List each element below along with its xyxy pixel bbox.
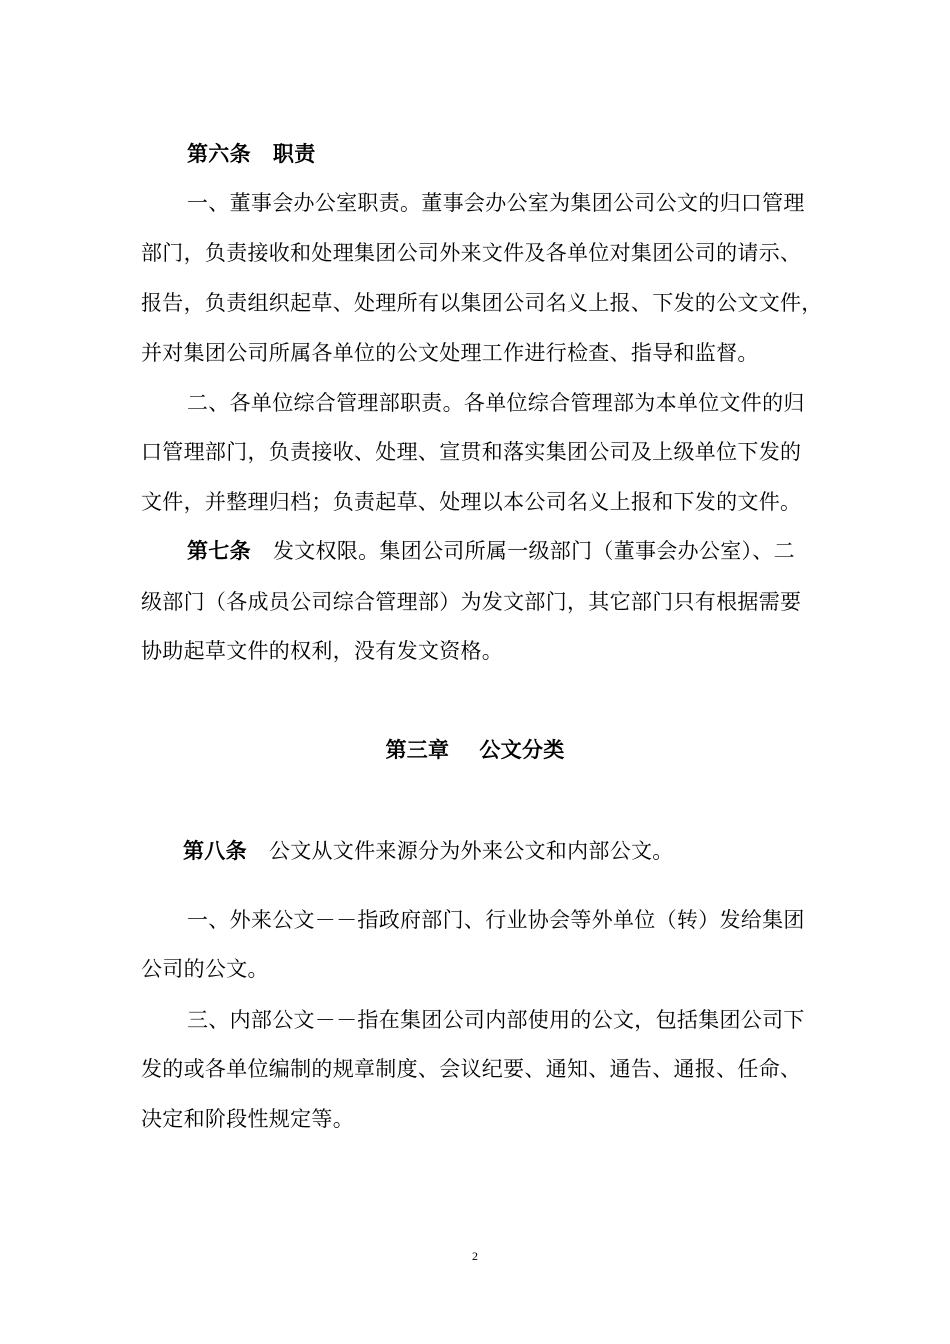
article-8-text: 公文从文件来源分为外来公文和内部公文。 (268, 839, 674, 863)
article-6-title: 职责 (272, 141, 316, 166)
article-6-para1-line1: 一、董事会办公室职责。董事会办公室为集团公司公文的归口管理 (187, 191, 805, 215)
article-6-para2-line3: 文件，并整理归档；负责起草、处理以本公司名义上报和下发的文件。 (141, 490, 802, 514)
article-6-para2-line1: 二、各单位综合管理部职责。各单位综合管理部为本单位文件的归 (187, 391, 805, 415)
article-7-text: 发文权限。集团公司所属一级部门（董事会办公室）、二 (272, 539, 795, 563)
article-6-para1-line3: 报告，负责组织起草、处理所有以集团公司名义上报、下发的公文文件， (141, 291, 823, 315)
chapter-3-heading (0, 736, 950, 764)
article-8-para2-line2: 发的或各单位编制的规章制度、会议纪要、通知、通告、通报、任命、 (141, 1057, 802, 1081)
article-8-para2-line3: 决定和阶段性规定等。 (141, 1107, 354, 1131)
article-8-line (183, 837, 903, 865)
article-7-number: 第七条 (187, 538, 251, 563)
article-8-number: 第八条 (183, 838, 247, 863)
article-7-line3: 协助起草文件的权利，没有发文资格。 (141, 639, 504, 663)
chapter-3-title: 公文分类 (479, 737, 565, 762)
article-8-para1-line2: 公司的公文。 (141, 957, 269, 981)
article-6-heading (187, 140, 907, 168)
article-6-number: 第六条 (187, 141, 251, 166)
article-7-line1 (187, 537, 907, 565)
article-6-para1-line4: 并对集团公司所属各单位的公文处理工作进行检查、指导和监督。 (141, 341, 759, 365)
page-number: 2 (472, 1249, 478, 1263)
article-8-para2-line1: 三、内部公文－－指在集团公司内部使用的公文，包括集团公司下 (187, 1008, 805, 1032)
article-7-line2: 级部门（各成员公司综合管理部）为发文部门，其它部门只有根据需要 (141, 590, 802, 614)
article-8-para1-line1: 一、外来公文－－指政府部门、行业协会等外单位（转）发给集团 (187, 908, 805, 932)
article-6-para1-line2: 部门，负责接收和处理集团公司外来文件及各单位对集团公司的请示、 (141, 241, 802, 265)
article-6-para2-line2: 口管理部门，负责接收、处理、宣贯和落实集团公司及上级单位下发的 (141, 440, 802, 464)
chapter-3-number: 第三章 (385, 737, 450, 762)
